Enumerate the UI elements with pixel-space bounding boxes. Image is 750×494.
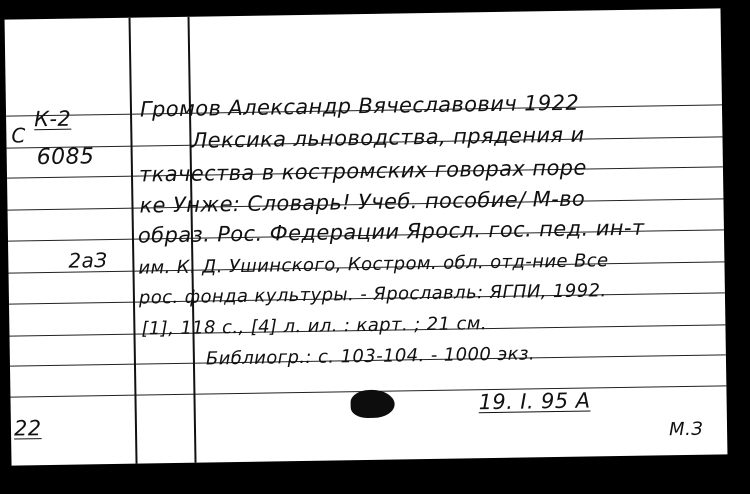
corner-mark: М.З xyxy=(668,418,704,441)
entry-line-2: Лексика льноводства, прядения и xyxy=(191,122,585,153)
entry-line-3: ткачества в костромских говорах поре xyxy=(138,155,587,187)
ink-blot xyxy=(350,390,394,419)
entry-line-4: ке Унже: Словарь! Учеб. пособие/ М-во xyxy=(139,186,586,218)
date-stamp: 19. I. 95 А xyxy=(478,388,591,415)
catalog-card xyxy=(5,8,728,465)
call-number-bottom: 6085 xyxy=(36,144,95,171)
entry-line-8: [1], 118 с., [4] л. ил. : карт. ; 21 см. xyxy=(141,313,488,340)
entry-line-6: им. К. Д. Ушинского, Костром. обл. отд-ние Все xyxy=(138,250,609,279)
marginal-mark: 2аЗ xyxy=(68,248,108,273)
call-number-top: К-2 xyxy=(33,106,72,132)
call-prefix: С xyxy=(11,123,26,148)
entry-line-9: Библиогр.: с. 103-104. - 1000 экз. xyxy=(205,343,536,370)
footer-number: 22 xyxy=(13,416,42,441)
entry-line-1: Громов Александр Вячеславович 1922 xyxy=(139,90,580,122)
entry-line-5: образ. Рос. Федерации Яросл. гос. пед. ин-т xyxy=(137,215,645,248)
entry-line-7: рос. фонда культуры. - Ярославль: ЯГПИ, 1992. xyxy=(138,280,607,309)
